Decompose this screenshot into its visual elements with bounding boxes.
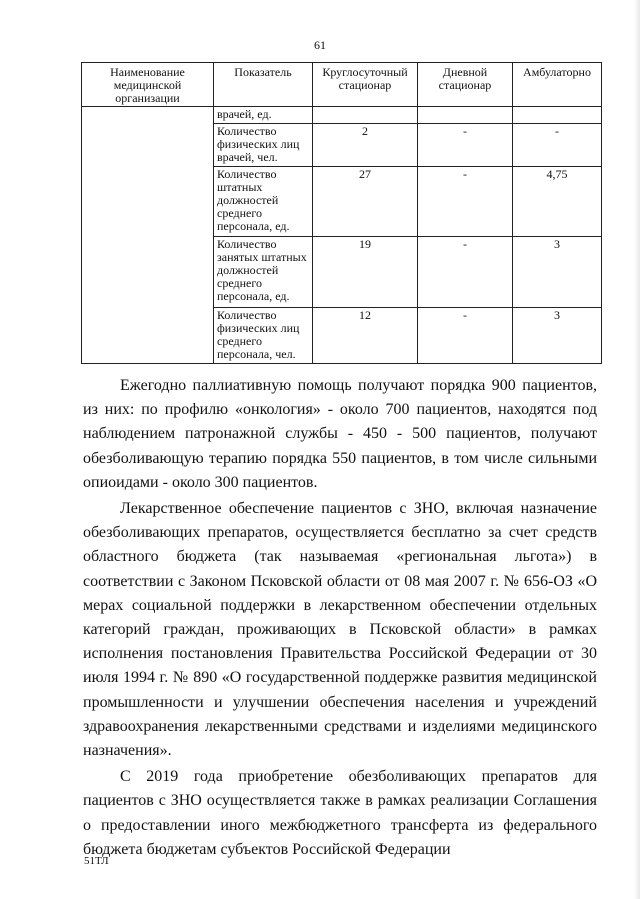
- ambulatory-cell: 4,75: [513, 167, 602, 237]
- ambulatory-cell: -: [513, 124, 602, 167]
- footer-code: 51ТЛ: [84, 855, 109, 867]
- indicator-cell: Количество занятых штатных должностей среднего персонала, ед.: [214, 237, 313, 308]
- ambulatory-cell: 3: [513, 237, 602, 308]
- round-clock-cell: 2: [313, 124, 418, 167]
- day-hospital-cell: -: [418, 124, 513, 167]
- header-organization: Наименование медицинской организации: [82, 63, 214, 107]
- body-text: [83, 374, 597, 862]
- paragraph-palliative-care: Ежегодно паллиативную помощь получают порядка 900 пациентов, из них: по профилю «онкология» - около 700 пациентов, находятся под наблюдением патронажной службы - 450 - 500 пациентов, получают обезболивающую терапию порядка 550 пациентов, в том числе сильными опиоидами - около 300 пациентов.: [83, 377, 597, 491]
- table-row: [82, 107, 602, 124]
- indicator-cell: Количество физических лиц врачей, чел.: [214, 124, 313, 167]
- table-header-row: [82, 63, 602, 107]
- page-number: 61: [314, 38, 326, 52]
- indicator-cell: Количество физических лиц среднего персонала, чел.: [214, 308, 313, 364]
- paragraph-procurement-2019: С 2019 года приобретение обезболивающих препаратов для пациентов с ЗНО осуществляется также в рамках реализации Соглашения о предоставлении иного межбюджетного трансферта из федерального бюджета бюджетам субъектов Российской Федерации: [83, 768, 597, 858]
- header-day-hospital: Дневной стационар: [418, 63, 513, 107]
- round-clock-cell: [313, 107, 418, 124]
- header-indicator: Показатель: [214, 63, 313, 107]
- round-clock-cell: 19: [313, 237, 418, 308]
- scan-edge: [634, 0, 640, 899]
- header-ambulatory: Амбулаторно: [513, 63, 602, 107]
- paragraph-drug-provision: Лекарственное обеспечение пациентов с ЗНО, включая назначение обезболивающих препаратов, осуществляется бесплатно за счет средств областного бюджета (так называемая «региональная льгота») в соответствии с Законом Псковской области от 08 мая 2007 г. № 656-ОЗ «О мерах социальной поддержки в лекарственном обеспечении отдельных категорий граждан, проживающих в Псковской области» в рамках исполнения постановления Правительства Российской Федерации от 30 июля 1994 г. № 890 «О государственной поддержке развития медицинской промышленности и улучшении обеспечения населения и учреждений здравоохранения лекарственными средствами и изделиями медицинского назначения».: [83, 500, 597, 760]
- indicator-cell: врачей, ед.: [214, 107, 313, 124]
- day-hospital-cell: [418, 107, 513, 124]
- round-clock-cell: 27: [313, 167, 418, 237]
- day-hospital-cell: -: [418, 167, 513, 237]
- day-hospital-cell: -: [418, 308, 513, 364]
- indicator-cell: Количество штатных должностей среднего персонала, ед.: [214, 167, 313, 237]
- day-hospital-cell: -: [418, 237, 513, 308]
- ambulatory-cell: [513, 107, 602, 124]
- organization-cell: [82, 107, 214, 364]
- round-clock-cell: 12: [313, 308, 418, 364]
- header-round-clock: Круглосуточный стационар: [313, 63, 418, 107]
- ambulatory-cell: 3: [513, 308, 602, 364]
- staff-table: [81, 62, 602, 364]
